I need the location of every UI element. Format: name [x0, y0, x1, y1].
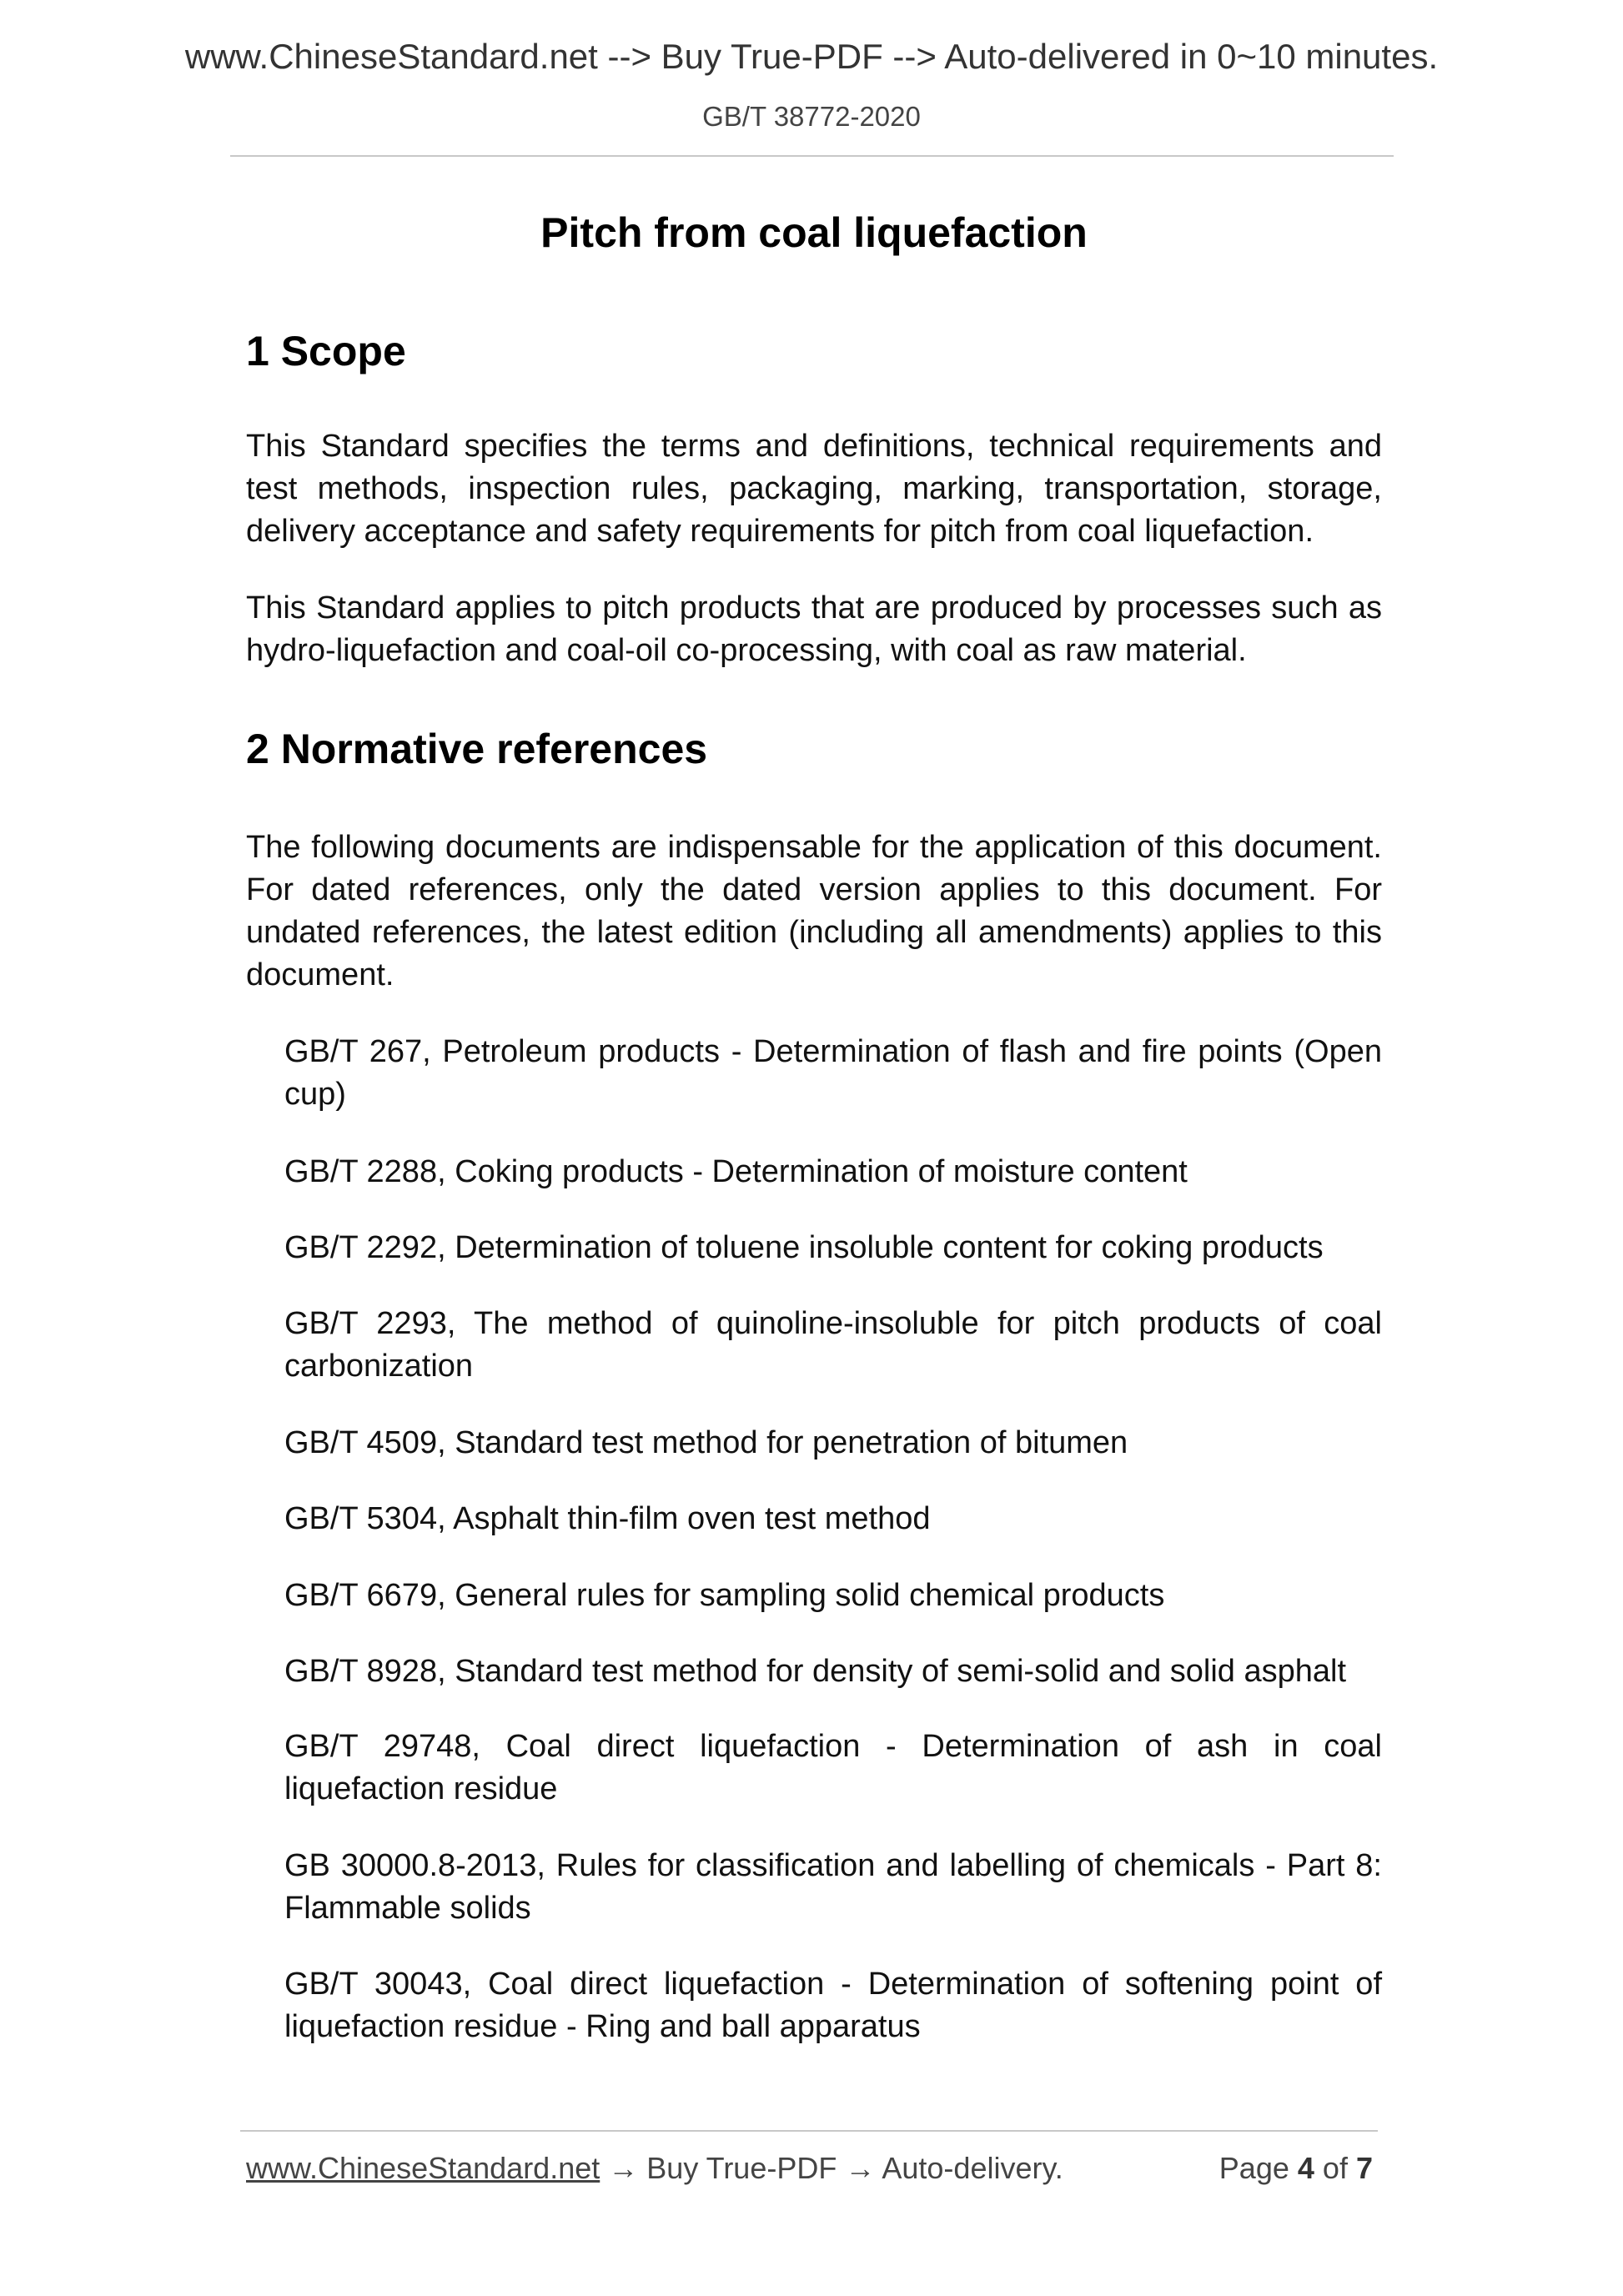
- header-banner: www.ChineseStandard.net --> Buy True-PDF --> Auto-delivered in 0~10 minutes.: [184, 37, 1439, 76]
- reference-item: GB/T 2293, The method of quinoline-insoluble for pitch products of coal carbonization: [284, 1306, 1382, 1384]
- page-current: 4: [1297, 2151, 1314, 2185]
- doc-code: GB/T 38772-2020: [702, 101, 921, 132]
- page-label: Page: [1219, 2151, 1289, 2185]
- header-divider: [230, 155, 1394, 157]
- reference-item: GB/T 30043, Coal direct liquefaction - Determination of softening point of liquefaction residue - Ring and ball apparatus: [284, 1967, 1382, 2044]
- arrow-right-icon: →: [608, 2151, 639, 2185]
- reference-item: GB/T 267, Petroleum products - Determination of flash and fire points (Open cup): [284, 1034, 1382, 1112]
- footer-site-link[interactable]: www.ChineseStandard.net: [246, 2151, 600, 2185]
- page-total: 7: [1355, 2151, 1373, 2185]
- section-heading-scope: 1 Scope: [246, 328, 406, 374]
- footer-delivery-text: Auto-delivery.: [882, 2151, 1063, 2185]
- arrow-right-icon: →: [845, 2151, 876, 2185]
- references-intro-paragraph: The following documents are indispensable for the application of this document. For dated references, only the dated version applies to this document. For undated references, the latest edition (including all amendments) applies to this document.: [246, 830, 1382, 992]
- reference-item: GB/T 8928, Standard test method for density of semi-solid and solid asphalt: [284, 1654, 1346, 1689]
- reference-item: GB/T 2288, Coking products - Determination of moisture content: [284, 1154, 1188, 1189]
- document-title: Pitch from coal liquefaction: [540, 209, 1088, 256]
- scope-paragraph-2: This Standard applies to pitch products that are produced by processes such as hydro-liquefaction and coal-oil co-processing, with coal as raw material.: [246, 590, 1382, 668]
- page-indicator: [1219, 2150, 1373, 2187]
- reference-item: GB/T 2292, Determination of toluene insoluble content for coking products: [284, 1230, 1324, 1265]
- footer-left: [246, 2150, 1063, 2187]
- reference-item: GB/T 6679, General rules for sampling solid chemical products: [284, 1578, 1165, 1613]
- page-of-label: of: [1322, 2151, 1348, 2185]
- scope-paragraph-1: This Standard specifies the terms and definitions, technical requirements and test methods, inspection rules, packaging, marking, transportation, storage, delivery acceptance and safety requirements for pitch from coal liquefaction.: [246, 429, 1382, 549]
- reference-item: GB/T 29748, Coal direct liquefaction - Determination of ash in coal liquefaction residue: [284, 1729, 1382, 1806]
- footer-divider: [240, 2130, 1378, 2132]
- section-heading-normative-references: 2 Normative references: [246, 726, 708, 772]
- reference-item: GB 30000.8-2013, Rules for classification and labelling of chemicals - Part 8: Flammable solids: [284, 1848, 1382, 1926]
- reference-item: GB/T 5304, Asphalt thin-film oven test method: [284, 1501, 931, 1536]
- reference-item: GB/T 4509, Standard test method for penetration of bitumen: [284, 1425, 1128, 1460]
- footer-buy-text: Buy True-PDF: [646, 2151, 837, 2185]
